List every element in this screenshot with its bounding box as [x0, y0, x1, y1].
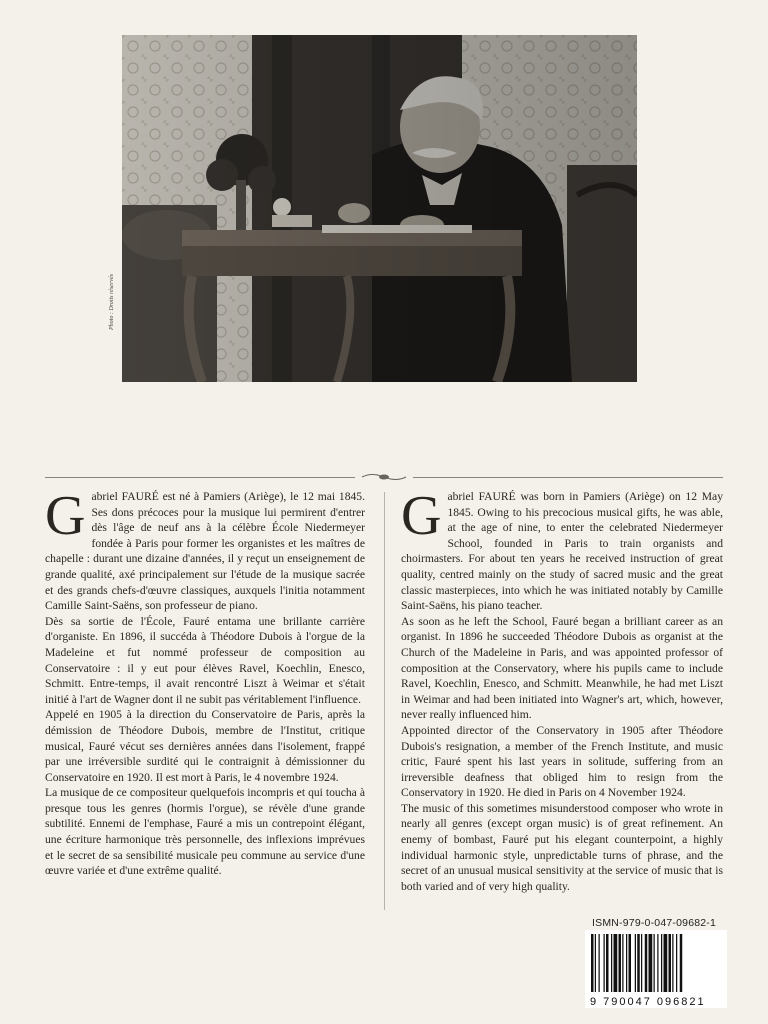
- divider-right: [413, 477, 723, 478]
- barcode-bar: [664, 934, 668, 992]
- barcode-bar: [622, 934, 623, 992]
- french-paragraph-3: Appelé en 1905 à la direction du Conservatoire de Paris, après la démission de Théodore Dubois, membre de l'Institut, critique musical, Fauré vécut ses dernières années dans l'isolement, frappé par une irréversible surdité qui le contraignit à démissionner du Conservatoire en 1920. Il est mort à Paris, le 4 novembre 1924.: [45, 708, 365, 784]
- composer-photograph: [122, 35, 637, 382]
- barcode-bar: [611, 934, 612, 992]
- english-biography: [401, 485, 723, 894]
- divider-left: [45, 477, 355, 478]
- french-paragraph-1: abriel FAURÉ est né à Pamiers (Ariège), le 12 mai 1845. Ses dons précoces pour la musique lui permirent d'entrer dès l'âge de neuf ans à la célèbre École Niedermeyer fondée à Paris pour former les organistes et les maîtres de chapelle : durant une dizaine d'années, il y reçut un enseignement de grande qualité, axé principalement sur l'étude de la musique sacrée et des grands chefs-d'œuvre classiques, auxquels l'initia notamment Camille Saint-Saëns, son professeur de piano.: [45, 490, 365, 613]
- barcode-bar: [629, 934, 632, 992]
- barcode-bar: [654, 934, 655, 992]
- photo-credit: Photo : Droits réservés: [109, 274, 115, 330]
- english-paragraph-4: The music of this sometimes misunderstood composer who wrote in nearly all genres (except organ music) is of great refinement. An enemy of bombast, Fauré put his elegant counterpoint, a highly individual harmonic style, unpredictable turns of phrase, and the secret of an unusual musical sensitivity at the service of music that is both varied and of very high quality.: [401, 801, 723, 893]
- english-paragraph-3: Appointed director of the Conservatory in 1905 after Théodore Dubois's resignation, a member of the French Institute, and music critic, Fauré spent his last years in solitude, suffering from an irreversible deafness that obliged him to resign from the Conservatory in 1920. He died in Paris on 4 November 1924.: [401, 723, 723, 800]
- divider-ornament: [360, 472, 408, 482]
- french-biography: [45, 485, 365, 879]
- barcode-bar: [635, 934, 636, 992]
- barcode-bar: [641, 934, 642, 992]
- barcode-bar: [595, 934, 596, 992]
- barcode-bar: [672, 934, 673, 992]
- barcode-bar: [669, 934, 672, 992]
- column-separator: [384, 492, 385, 910]
- photo-illustration: [122, 35, 637, 382]
- barcode-bar: [606, 934, 609, 992]
- barcode-number: 9 790047 096821: [590, 996, 706, 1008]
- barcode-bar: [645, 934, 648, 992]
- english-paragraph-1: abriel FAURÉ was born in Pamiers (Ariège) on 12 May 1845. Owing to his precocious musical gifts, he was able, at the age of nine, to enter the celebrated Niedermeyer School, founded in Paris to train organists and choirmasters. For about ten years he received instruction of great quality, centred mainly on the study of sacred music and the great classic masterpieces, into which he was initiated notably by Camille Saint-Saëns, his piano teacher.: [401, 490, 723, 613]
- french-paragraph-2: Dès sa sortie de l'École, Fauré entama une brillante carrière d'organiste. En 1896, il succéda à Théodore Dubois à l'orgue de la Madeleine et fut nommé professeur de composition au Conservatoire : il y eut pour élèves Ravel, Koechlin, Enesco, Schmitt. Entre-temps, il avait rencontré Liszt à Weimar et s'était initié à l'art de Wagner dont il ne subit pas véritablement l'influence.: [45, 614, 365, 706]
- barcode-bar: [657, 934, 658, 992]
- english-paragraph-2: As soon as he left the School, Fauré began a brilliant career as an organist. In 1896 he succeeded Théodore Dubois as organist at the Church of the Madeleine in Paris, and was appointed professor of composition at the Conservatory, where his pupils came to include Ravel, Koechlin, Enesco, and Schmitt. Meanwhile, he had met Liszt in Weimar and had been initiated into Wagner's art, which, however, never really influenced him.: [401, 614, 723, 722]
- barcode-bar: [676, 934, 677, 992]
- barcode-bar: [591, 934, 594, 992]
- barcode-bar: [626, 934, 627, 992]
- barcode-bar: [649, 934, 653, 992]
- drop-cap-english: G: [401, 485, 442, 547]
- barcode-bar: [680, 934, 683, 992]
- barcode-bars: [585, 930, 727, 996]
- barcode-bar: [661, 934, 662, 992]
- barcode-bar: [614, 934, 618, 992]
- barcode-bar: [599, 934, 600, 992]
- barcode-bar: [604, 934, 605, 992]
- french-paragraph-4: La musique de ce compositeur quelquefois incompris et qui toucha à presque tous les genres (hormis l'orgue), se révèle d'une grande subtilité. Ennemi de l'emphase, Fauré a mis un contrepoint élégant, une écriture harmonique très personnelle, des inflexions imprévues et le secret de sa sensibilité musicale peu commune au service d'une œuvre variée et d'une extrême qualité.: [45, 786, 365, 878]
- drop-cap-french: G: [45, 485, 86, 547]
- ismn-label: ISMN-979-0-047-09682-1: [592, 917, 717, 929]
- barcode-bar: [619, 934, 622, 992]
- barcode-bar: [637, 934, 640, 992]
